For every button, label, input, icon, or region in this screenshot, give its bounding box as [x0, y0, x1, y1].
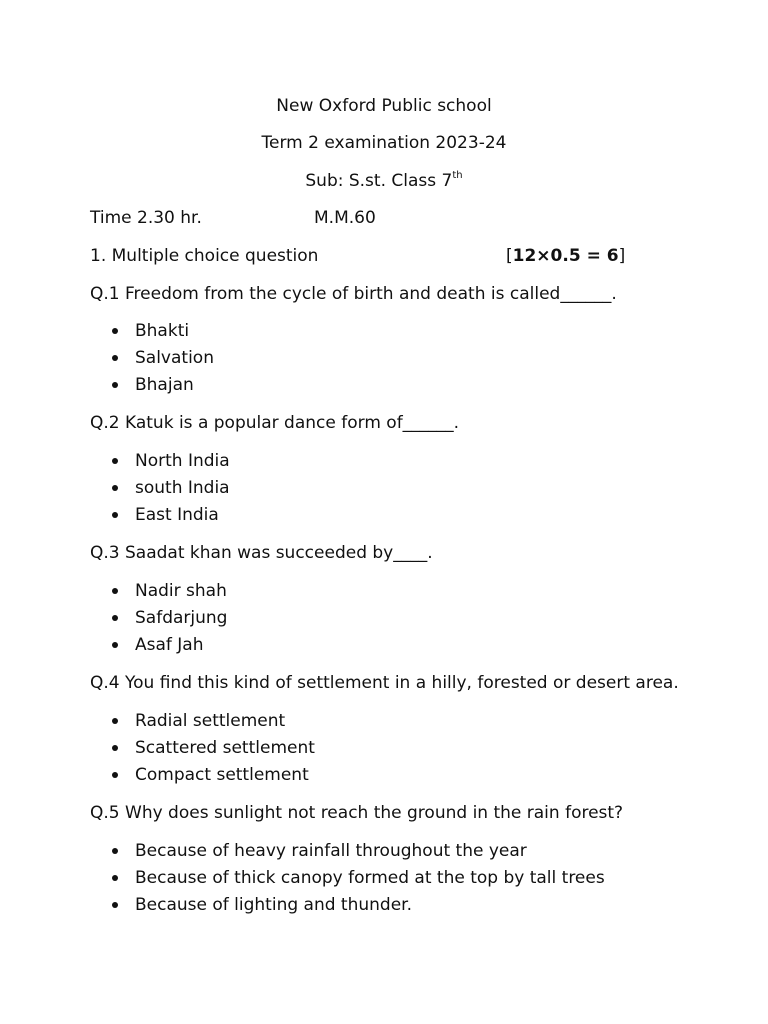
option-label: Radial settlement [135, 711, 286, 731]
option-label: Nadir shah [135, 581, 227, 601]
bullet-icon [112, 718, 118, 724]
question-2-options [110, 450, 230, 531]
bullet-icon [112, 745, 118, 751]
option-label: Because of heavy rainfall throughout the year [135, 841, 527, 861]
question-3: Q.3 Saadat khan was succeeded by____. [90, 543, 433, 563]
bullet-icon [112, 875, 118, 881]
option-item [110, 477, 230, 504]
question-4-options [110, 710, 315, 791]
bullet-icon [112, 382, 118, 388]
option-item [110, 867, 605, 894]
option-label: Asaf Jah [135, 635, 204, 655]
option-item [110, 450, 230, 477]
marks-bracket-close: ] [618, 246, 626, 266]
option-label: Bhakti [135, 321, 190, 341]
section-title: 1. Multiple choice question [90, 246, 319, 266]
bullet-icon [112, 902, 118, 908]
question-1-options [110, 320, 214, 401]
bullet-icon [112, 328, 118, 334]
question-3-options [110, 580, 227, 661]
marks-value: 12×0.5 = 6 [512, 246, 619, 266]
section-marks [506, 246, 625, 266]
question-2: Q.2 Katuk is a popular dance form of______. [90, 413, 460, 433]
question-4: Q.4 You find this kind of settlement in a hilly, forested or desert area. [90, 673, 679, 693]
option-item [110, 504, 230, 531]
option-label: Bhajan [135, 375, 194, 395]
option-label: Safdarjung [135, 608, 228, 628]
subject-superscript: th [452, 170, 463, 181]
option-label: North India [135, 451, 230, 471]
question-5-options [110, 840, 605, 921]
maximum-marks: M.M.60 [314, 208, 376, 228]
option-label: Compact settlement [135, 765, 309, 785]
bullet-icon [112, 485, 118, 491]
option-item [110, 840, 605, 867]
option-item [110, 580, 227, 607]
bullet-icon [112, 772, 118, 778]
bullet-icon [112, 848, 118, 854]
option-item [110, 320, 214, 347]
time-allowed: Time 2.30 hr. [90, 208, 202, 228]
option-item [110, 374, 214, 401]
bullet-icon [112, 642, 118, 648]
exam-title: Term 2 examination 2023-24 [261, 133, 507, 153]
bullet-icon [112, 355, 118, 361]
option-item [110, 764, 315, 791]
subject-line [0, 171, 768, 191]
option-item [110, 710, 315, 737]
option-label: East India [135, 505, 219, 525]
option-label: Because of thick canopy formed at the top by tall trees [135, 868, 605, 888]
option-label: Because of lighting and thunder. [135, 895, 412, 915]
question-5: Q.5 Why does sunlight not reach the ground in the rain forest? [90, 803, 624, 823]
bullet-icon [112, 615, 118, 621]
option-item [110, 737, 315, 764]
option-label: south India [135, 478, 230, 498]
bullet-icon [112, 588, 118, 594]
bullet-icon [112, 458, 118, 464]
option-item [110, 634, 227, 661]
subject-text: Sub: S.st. Class 7 [305, 171, 453, 191]
option-label: Scattered settlement [135, 738, 315, 758]
bullet-icon [112, 512, 118, 518]
option-item [110, 894, 605, 921]
option-item [110, 347, 214, 374]
option-label: Salvation [135, 348, 214, 368]
marks-bracket-open: [ [506, 246, 513, 266]
school-name: New Oxford Public school [276, 96, 492, 116]
option-item [110, 607, 227, 634]
question-1: Q.1 Freedom from the cycle of birth and death is called______. [90, 284, 617, 304]
